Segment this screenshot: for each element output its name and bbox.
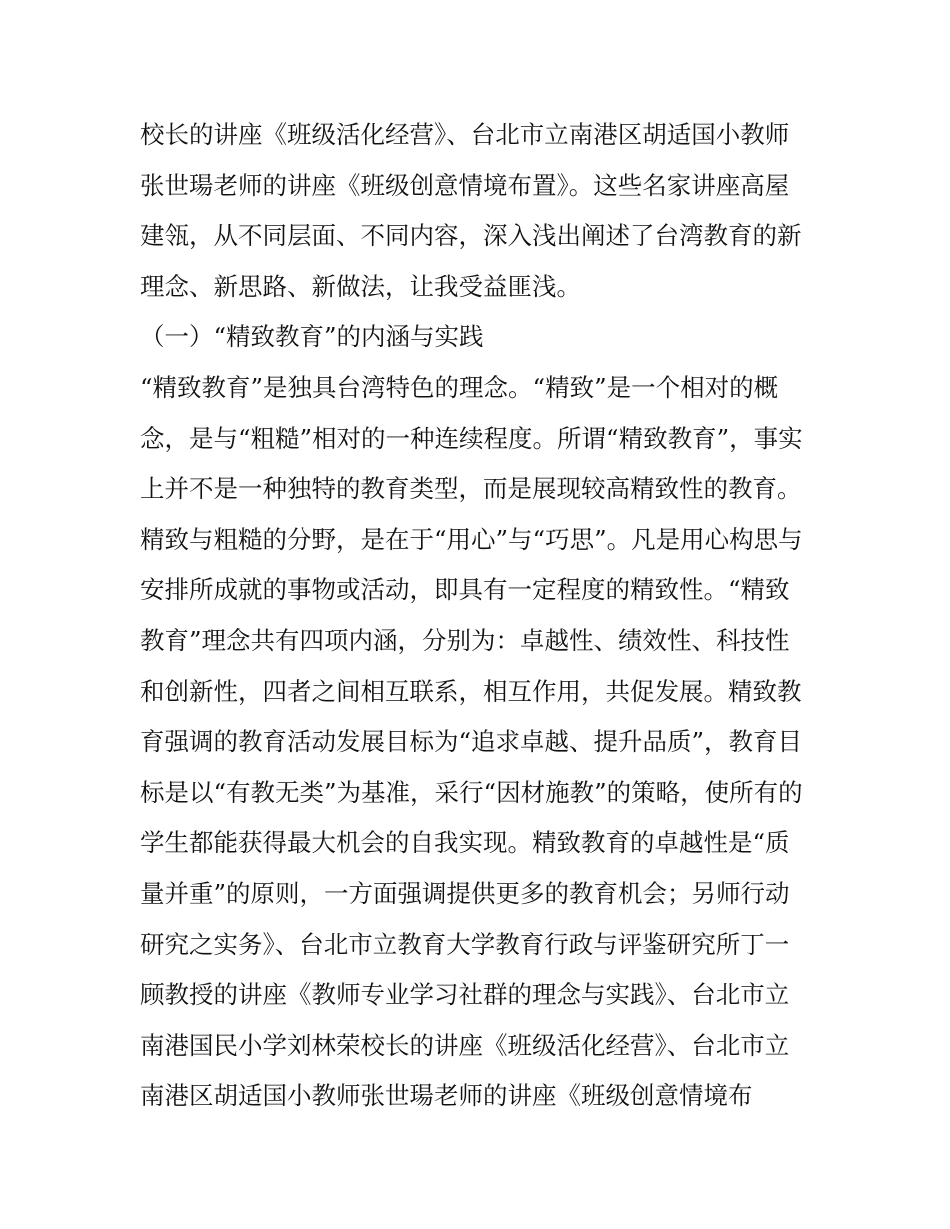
text-line: 建瓴，从不同层面、不同内容，深入浅出阐述了台湾教育的新 [140, 221, 802, 251]
text-line: 南港国民小学刘林荣校长的讲座《班级活化经营》、台北市立 [140, 1030, 790, 1060]
text-line: “精致教育”是独具台湾特色的理念。“精致”是一个相对的概 [140, 372, 779, 402]
text-line: 张世瑒老师的讲座《班级创意情境布置》。这些名家讲座高屋 [140, 170, 790, 200]
text-line: 安排所成就的事物或活动，即具有一定程度的精致性。“精致 [140, 575, 790, 605]
text-line: 校长的讲座《班级活化经营》、台北市立南港区胡适国小教师 [140, 120, 790, 149]
text-line: 上并不是一种独特的教育类型，而是展现较高精致性的教育。 [140, 474, 802, 504]
text-line: 念，是与“粗糙”相对的一种连续程度。所谓“精致教育”，事实 [140, 423, 803, 453]
document-page [140, 110, 820, 1122]
text-line: 研究之实务》、台北市立教育大学教育行政与评鉴研究所丁一 [140, 929, 790, 959]
section-heading: （一）“精致教育”的内涵与实践 [140, 322, 484, 352]
text-line: 顾教授的讲座《教师专业学习社群的理念与实践》、台北市立 [140, 980, 790, 1010]
text-line: 和创新性，四者之间相互联系，相互作用，共促发展。精致教 [140, 676, 802, 706]
text-line: 教育”理念共有四项内涵，分别为：卓越性、绩效性、科技性 [140, 625, 790, 655]
text-line: 量并重”的原则，一方面强调提供更多的教育机会；另师行动 [140, 878, 790, 908]
text-line: 理念、新思路、新做法，让我受益匪浅。 [140, 271, 581, 301]
text-line: 标是以“有教无类”为基准，采行“因材施教”的策略，使所有的 [140, 777, 803, 807]
text-line: 精致与粗糙的分野，是在于“用心”与“巧思”。凡是用心构思与 [140, 524, 803, 554]
text-line: 南港区胡适国小教师张世瑒老师的讲座《班级创意情境布 [140, 1081, 753, 1111]
text-line: 学生都能获得最大机会的自我实现。精致教育的卓越性是“质 [140, 828, 790, 858]
text-line: 育强调的教育活动发展目标为“追求卓越、提升品质”，教育目 [140, 727, 803, 757]
